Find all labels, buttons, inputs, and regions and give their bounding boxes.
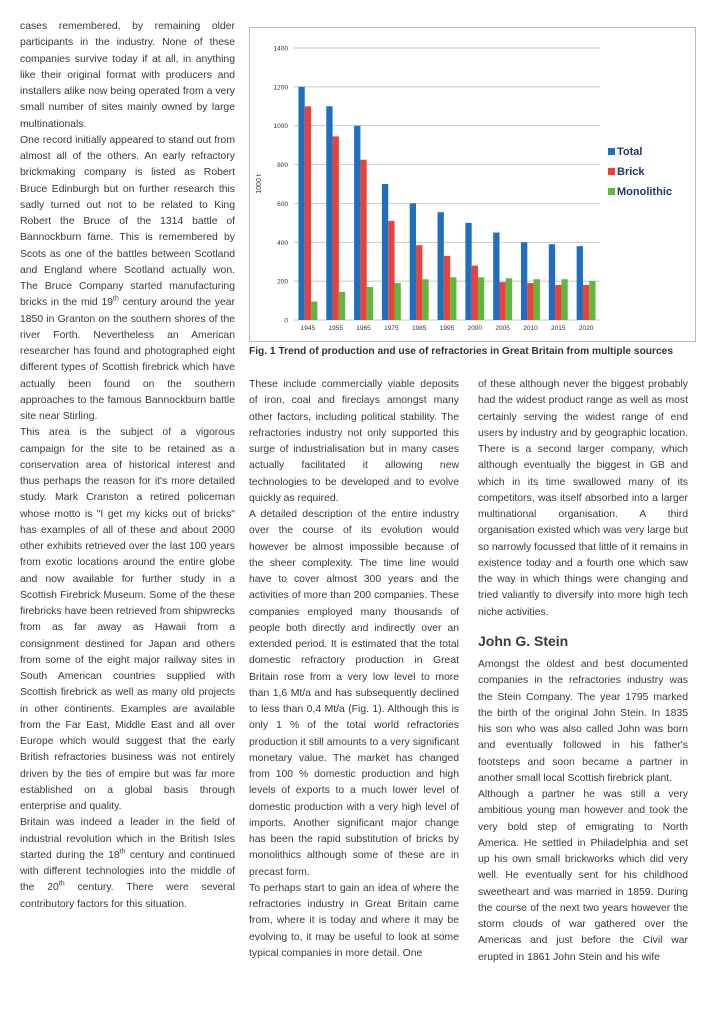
- y-axis-label: 1000 t: [256, 174, 263, 194]
- x-tick-label: 1985: [411, 325, 427, 332]
- x-tick-label: 1955: [328, 325, 343, 332]
- section-heading: John G. Stein: [478, 632, 569, 649]
- paragraph: To perhaps start to gain an idea of where the refractories industry in Great Britain came from, where it is today and where it may be evolving to, it may be useful to look at some typical companies in more detail. One: [249, 882, 459, 959]
- bar-brick: [360, 160, 366, 320]
- paragraph: This area is the subject of a vigorous campaign for the site to be retained as a conservation area of historical interest and thus perhaps the reason for it's more detailed study. Mark Cranston a retired policeman whose motto is "I get my kicks out of bricks" has examples of all of these and about 2000 other exhibits retrieved over the last 100 years from exotic locations around the entire globe and now available for further study in a Scottish Firebrick Museum. Some of the these firebricks have been retrieved from shipwrecks from as far away as Hawaii from a consignment destined for Japan and others from some of the eight major railway sites in South American countries supplied with Scottish firebrick as well as many old projects in other continents. Examples are available from the Far East, Middle East and all over Europe which would suggest that the early British refractories business was not entirely driven by the ties of empire but was far more established on a global basis through enterprise and quality.: [20, 427, 235, 812]
- text-column-middle: [249, 377, 459, 962]
- legend-swatch: [608, 148, 615, 155]
- x-tick-label: 1975: [384, 325, 399, 332]
- y-tick-label: 0: [284, 317, 288, 325]
- bar-total: [577, 246, 583, 320]
- bar-total: [493, 233, 499, 320]
- bar-monolithic: [339, 292, 345, 320]
- bar-total: [521, 242, 527, 320]
- paragraph: One record initially appeared to stand out from almost all of the others. An early refractory brickmaking company is listed as Robert Bruce Edinburgh but on further research this sadly turned out not to be related to King Robert the Bruce of the 1314 battle of Bannockburn fame. This is remembered by Scots as one of the battles between Scotland and England where Scotland actually won. The Bruce Company started manufacturing bricks in the mid 19th century around the year 1850 in Granton on the southern shores of the river Forth. Nevertheless an American researcher has found and photographed eight different types of Scottish firebrick which have actually been found on the southern approaches to the famous Bannockburn battle site near Stirling.: [20, 134, 235, 422]
- figure-caption: [249, 346, 699, 357]
- bar-chart: [250, 28, 695, 341]
- bar-monolithic: [367, 287, 373, 320]
- bar-brick: [416, 245, 422, 320]
- x-tick-label: 1995: [439, 325, 455, 332]
- caption-label: Fig. 1: [249, 346, 276, 357]
- bar-total: [410, 203, 416, 320]
- paragraph: cases remembered, by remaining older participants in the industry. None of these companies survive today if at all, in anything like their original format with producers and installers alike now being operated from a very small number of sites mainly owned by large multinationals.: [20, 21, 235, 130]
- bar-monolithic: [506, 278, 512, 320]
- bar-total: [549, 244, 555, 320]
- bar-total: [382, 184, 388, 320]
- legend-swatch: [608, 188, 615, 195]
- bar-brick: [583, 285, 589, 320]
- x-tick-label: 1945: [300, 325, 316, 332]
- legend-swatch: [608, 168, 615, 175]
- x-tick-label: 2005: [495, 325, 510, 332]
- bar-monolithic: [534, 279, 540, 320]
- y-tick-label: 1400: [273, 45, 288, 53]
- paragraph: of these although never the biggest probably had the widest product range as well as most certainly serving the widest range of end users by industry and by geographic location. There is a second larger company, which although eventually the biggest in GB and which in its time swallowed many of its competitors, was itself absorbed into a larger multinational organisation. A third organisation existed which was very large but so narrowly focussed that little of it remains in existence today and a fourth one which saw the way in which things were changing and tried valiantly to diversify into more high tech niche activities.: [478, 379, 688, 618]
- text-column-left: [20, 19, 235, 913]
- text-column-right: [478, 377, 688, 966]
- bar-monolithic: [450, 277, 456, 320]
- bar-total: [465, 223, 471, 320]
- bar-monolithic: [311, 302, 317, 320]
- paragraph: These include commercially viable deposits of iron, coal and fireclays amongst many other factors, including political stability. The refractories industry not only supported this surge of industrialisation but in many cases actually facilitated it allowing new technologies to be developed and to evolve quickly as required.: [249, 379, 459, 504]
- figure-chart: [249, 27, 696, 342]
- bar-brick: [472, 266, 478, 320]
- x-tick-label: 2015: [551, 325, 566, 332]
- bar-monolithic: [478, 277, 484, 320]
- bar-total: [326, 106, 332, 320]
- paragraph: Amongst the oldest and best documented companies in the refractories industry was the Stein Company. The year 1795 marked the birth of the original John Stein. In 1835 his son who was also called John was born and eventually followed in his father's footsteps and soon became a partner in another small local Scottish firebrick plant.: [478, 659, 688, 784]
- legend-label: Monolithic: [617, 186, 672, 198]
- y-tick-label: 1000: [273, 123, 288, 131]
- bar-brick: [305, 106, 311, 320]
- x-tick-label: 2020: [578, 325, 594, 332]
- bar-monolithic: [395, 283, 401, 320]
- bar-brick: [499, 282, 505, 320]
- y-tick-label: 1200: [273, 84, 288, 92]
- bar-total: [298, 87, 304, 320]
- paragraph: Britain was indeed a leader in the field of industrial revolution which in the British Isles started during the 18th century and continued with different technologies into the middle of the 20th century. There were several contributory factors for this situation.: [20, 817, 235, 910]
- bar-monolithic: [561, 279, 567, 320]
- paragraph: A detailed description of the entire industry over the course of its evolution would however be almost impossible because of the sheer complexity. The time line would have to cover almost 300 years and the activities of more than 200 companies. These companies employed many thousands of people both directly and indirectly over an extended period. It is estimated that the total domestic refractory production in Great Britain rose from a very low level to more than 1,6 Mt/a and has subsequently declined to less than 0,4 Mt/a (Fig. 1). Although this is only 1 % of the total world refractories production it still amounts to a very significant monetary value. The market has changed from 100 % domestic production and high levels of exports to a much lower level of domestic production with a very high level of imports. Another significant major change has been the rapid substitution of bricks by monolithics although some of these are in precast form.: [249, 509, 459, 878]
- caption-text: Trend of production and use of refractories in Great Britain from multiple sources: [275, 346, 673, 357]
- bar-brick: [333, 136, 339, 320]
- bar-monolithic: [589, 281, 595, 320]
- bar-total: [354, 126, 360, 320]
- legend-label: Total: [617, 146, 643, 158]
- bar-monolithic: [422, 279, 428, 320]
- paragraph: Although a partner he was still a very ambitious young man however and took the very bold step of emigrating to North America. He settled in Philadelphia and set up his own small brickworks which did very well. He eventually sent for his childhood sweetheart and was married in 1859. During the course of the next two years however the storm clouds of war gathered over the Americas and just before the Civil war erupted in 1861 John Stein and his wife: [478, 789, 688, 963]
- y-tick-label: 600: [277, 200, 288, 208]
- x-tick-label: 1965: [356, 325, 371, 332]
- bar-brick: [388, 221, 394, 320]
- bar-brick: [444, 256, 450, 320]
- y-tick-label: 800: [277, 162, 288, 170]
- bar-brick: [527, 283, 533, 320]
- bar-total: [438, 212, 444, 320]
- y-tick-label: 400: [277, 239, 288, 247]
- y-tick-label: 200: [277, 278, 288, 286]
- x-tick-label: 2010: [523, 325, 538, 332]
- legend-label: Brick: [617, 166, 645, 178]
- x-tick-label: 2000: [467, 325, 483, 332]
- bar-brick: [555, 285, 561, 320]
